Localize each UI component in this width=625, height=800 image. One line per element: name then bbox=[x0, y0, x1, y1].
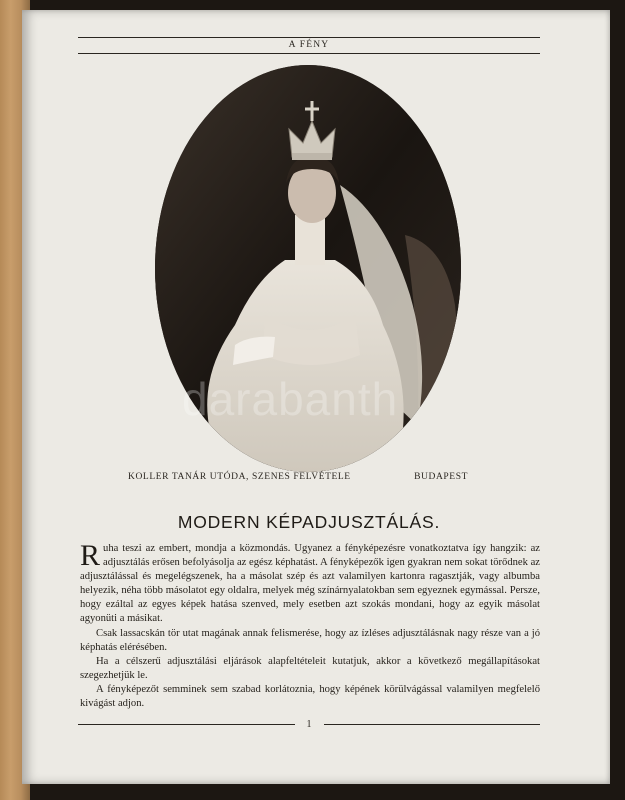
running-title: A FÉNY bbox=[288, 40, 330, 50]
paragraph-2: Csak lassacskán tör utat magának annak felismerése, hogy az ízléses adjusztálásnak nagy része van a jó képhatás elérésében. bbox=[80, 627, 540, 653]
photo-caption bbox=[128, 472, 468, 482]
paragraph-3: Ha a célszerű adjusztálási eljárások alapfeltételeit kutatjuk, akkor a következő megállapításokat szegezhetjük le. bbox=[80, 655, 540, 681]
page-number: 1 bbox=[306, 719, 312, 730]
photo-credit: KOLLER TANÁR UTÓDA, SZENES FELVÉTELE bbox=[128, 472, 351, 482]
article-title: MODERN KÉPADJUSZTÁLÁS. bbox=[177, 512, 441, 532]
header-rule-bottom bbox=[78, 53, 540, 54]
footer-rule-right bbox=[324, 724, 541, 725]
page-header bbox=[78, 37, 540, 54]
drop-cap: R bbox=[80, 539, 101, 572]
footer-rule-left bbox=[78, 724, 295, 725]
watermark: darabanth bbox=[182, 373, 399, 425]
photo-location: BUDAPEST bbox=[414, 472, 468, 482]
paragraph-4: A fényképezőt semminek sem szabad korlátoznia, hogy képének körülvágással valamilyen megfelelő kivágást adjon. bbox=[80, 683, 540, 710]
page-footer bbox=[78, 719, 540, 730]
header-rule-top bbox=[78, 37, 540, 38]
paragraph-1-text: uha teszi az embert, mondja a közmondás. Ugyanez a fényképezésre vonatkoztatva így hangzik: az adjusztálás erősen befolyásolja az egész képhatást. A fényképezők igen gyakran nem sokat törődnek az adjusztálással és megelégszenek, ha a másolat szép és azt valamilyen kartonra ragasztják, vagy albumba helyezik, néha több másolatot egy oldalra, melyek még színárnyalatokban sem egyeznek egymással. Persze, hogy ezáltal az egyes képek hatása szenved, mely esetben azt szokás mondani, hogy az egyik másolat agyonüti a másikat. bbox=[80, 543, 540, 625]
article-body bbox=[80, 539, 540, 711]
paragraph-1 bbox=[80, 539, 540, 627]
book-page bbox=[22, 10, 610, 784]
